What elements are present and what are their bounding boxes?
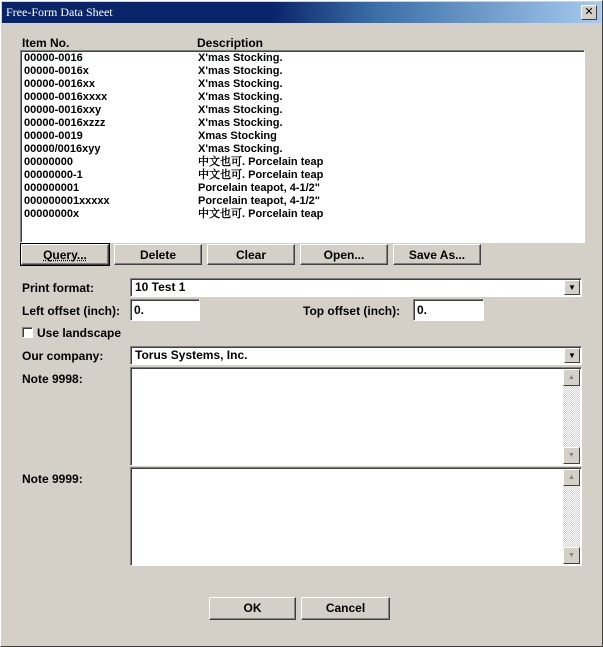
query-button[interactable]: Query... [21, 244, 109, 265]
top-offset-input[interactable]: 0. [413, 299, 484, 321]
note-9998-scrollbar[interactable] [563, 369, 580, 464]
top-offset-label: Top offset (inch): [303, 304, 401, 318]
note-9999-label: Note 9999: [22, 472, 83, 486]
scroll-down-icon[interactable]: ▼ [563, 447, 580, 464]
title-bar[interactable] [2, 2, 601, 23]
note-9998-label: Note 9998: [22, 372, 83, 386]
scroll-up-icon[interactable]: ▲ [563, 469, 580, 486]
chevron-down-icon[interactable]: ▼ [564, 280, 580, 295]
delete-button[interactable]: Delete [114, 244, 202, 265]
note-9998-textarea[interactable] [130, 367, 582, 466]
cancel-button[interactable]: Cancel [301, 597, 390, 620]
open-button[interactable]: Open... [300, 244, 388, 265]
print-format-select[interactable] [130, 278, 582, 297]
use-landscape-checkbox[interactable] [22, 327, 33, 338]
print-format-label: Print format: [22, 281, 94, 295]
use-landscape-label[interactable]: Use landscape [37, 326, 122, 340]
scroll-up-icon[interactable]: ▲ [563, 369, 580, 386]
left-offset-input[interactable]: 0. [130, 299, 200, 321]
company-value: Torus Systems, Inc. [135, 348, 248, 362]
note-9999-textarea[interactable] [130, 467, 582, 566]
column-header-item-no: Item No. [22, 36, 70, 50]
scroll-down-icon[interactable]: ▼ [563, 547, 580, 564]
item-listbox[interactable]: 00000-0016 X'mas Stocking. 00000-0016x X'mas Stocking. 00000-0016xx X'mas Stocking. 00000-0016xxxx X'mas Stocking. 00000-0016xxy X'mas Stocking. 00000-0016xzzz X'mas Stocking. 00000-0019 Xmas Stocking 00000/0016xyy X'mas Stocking. 00000000 中文也可. Porcelain teap 00000000-1 中文也可. Porcelain teap 000000001 Porcelain teapot, 4-1/2" 000000001xxxxx Porcelain teapot, 4-1/2" 00000000x 中文也可. Porcelain teap [20, 50, 585, 243]
company-label: Our company: [22, 349, 104, 363]
window-title: Free-Form Data Sheet [6, 5, 113, 19]
print-format-value: 10 Test 1 [135, 280, 186, 294]
ok-button[interactable]: OK [209, 597, 296, 620]
save-as-button[interactable]: Save As... [393, 244, 481, 265]
chevron-down-icon[interactable]: ▼ [564, 348, 580, 363]
note-9999-scrollbar[interactable] [563, 469, 580, 564]
left-offset-label: Left offset (inch): [22, 304, 120, 318]
clear-button[interactable]: Clear [207, 244, 295, 265]
company-select[interactable] [130, 346, 582, 365]
column-header-description: Description [197, 36, 264, 50]
close-icon[interactable]: ✕ [581, 5, 597, 20]
